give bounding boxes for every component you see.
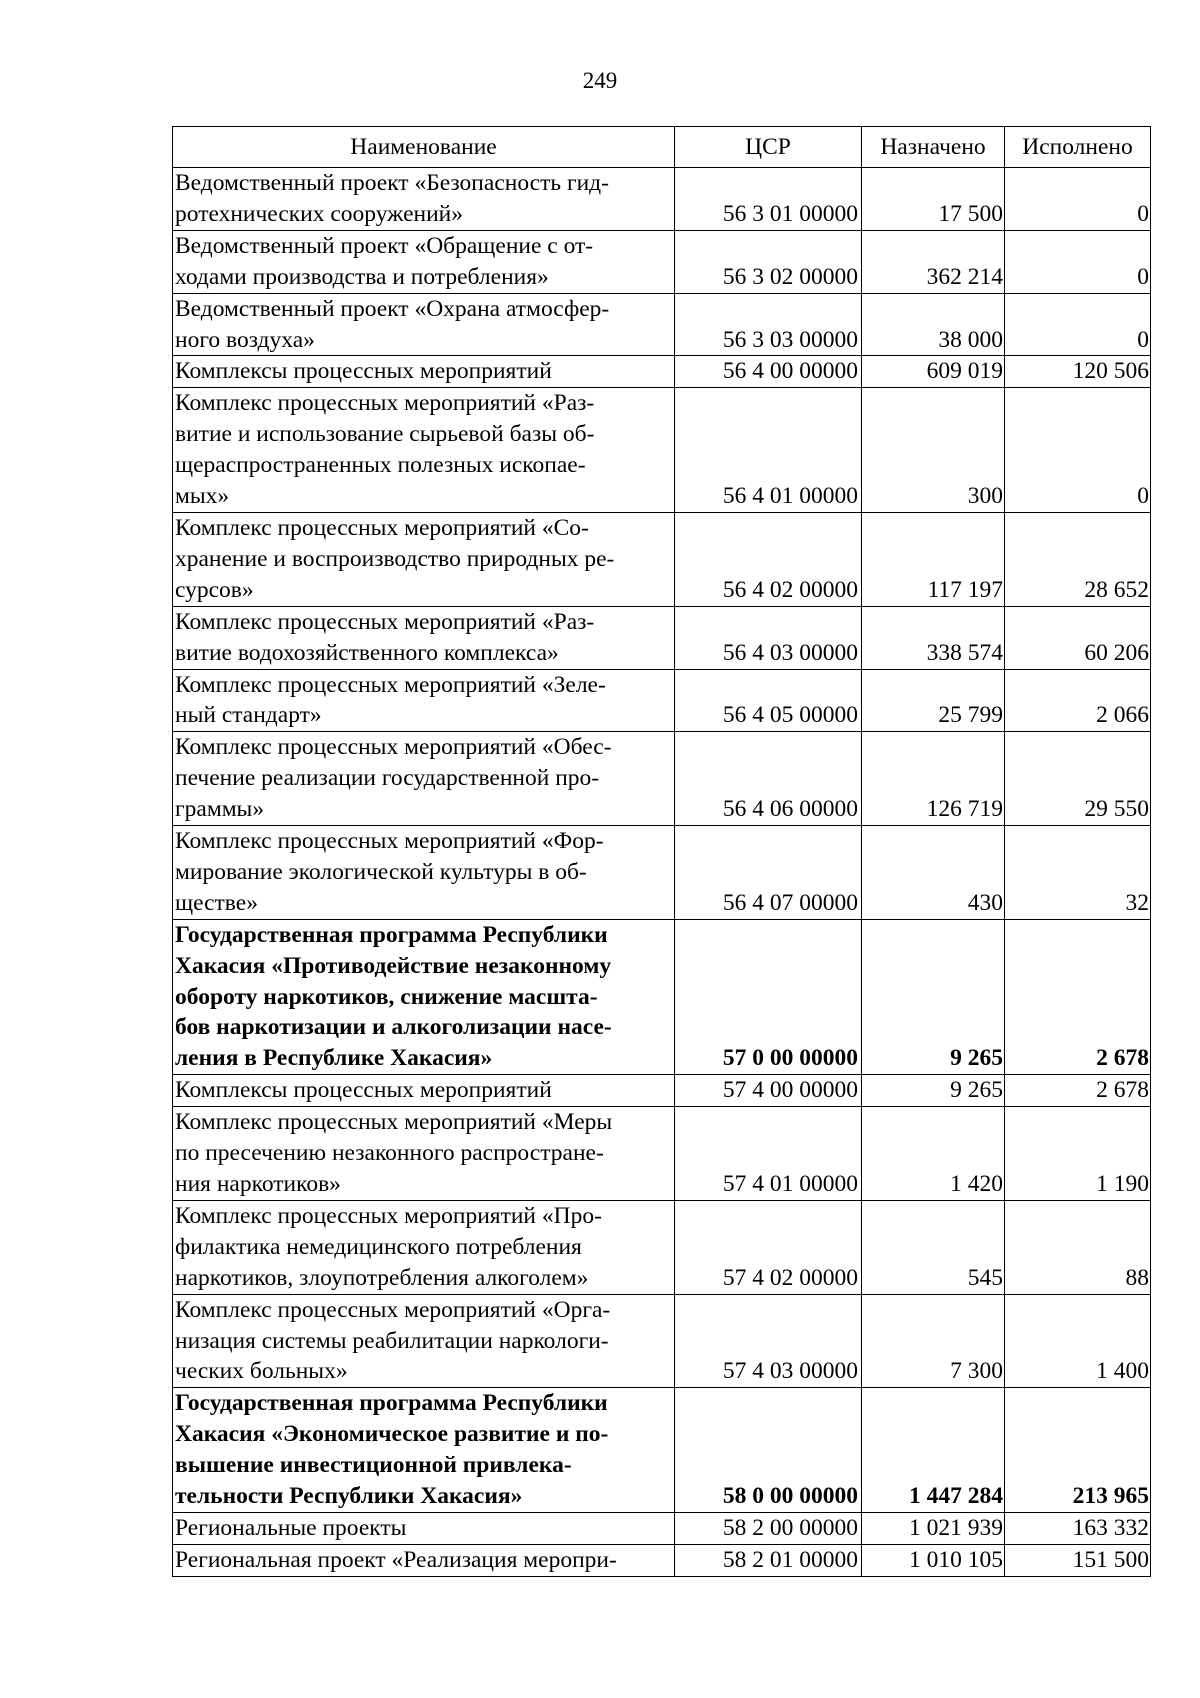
row-executed: 2 678: [1005, 1075, 1151, 1107]
row-csr: 57 4 02 00000: [675, 1200, 862, 1294]
row-name: [173, 1544, 675, 1576]
row-name-line: Комплекс процессных мероприятий «Меры: [175, 1109, 613, 1136]
row-name-line: Ведомственный проект «Обращение с от-: [175, 232, 594, 259]
row-name-line: Комплекс процессных мероприятий «Со-: [175, 514, 589, 541]
row-assigned: 545: [862, 1200, 1005, 1294]
table-row: [173, 606, 1151, 669]
row-csr: 57 0 00 00000: [675, 919, 862, 1075]
row-name-line: Комплекс процессных мероприятий «Орга-: [175, 1296, 611, 1323]
table-row: [173, 1294, 1151, 1388]
table-row: [173, 732, 1151, 826]
row-assigned: 117 197: [862, 512, 1005, 606]
row-assigned: 1 021 939: [862, 1512, 1005, 1544]
row-assigned: 7 300: [862, 1294, 1005, 1388]
row-csr: 56 4 06 00000: [675, 732, 862, 826]
row-name-line: мых»: [175, 483, 230, 510]
header-row: [173, 127, 1151, 168]
row-name: [173, 1075, 675, 1107]
row-name-line: вышение инвестиционной привлека-: [175, 1452, 572, 1479]
table-row: [173, 669, 1151, 732]
table-row: [173, 1107, 1151, 1201]
row-name-line: Комплекс процессных мероприятий «Раз-: [175, 608, 595, 635]
row-executed: 32: [1005, 826, 1151, 920]
row-executed: 213 965: [1005, 1388, 1151, 1513]
row-name-line: сурсов»: [175, 576, 254, 603]
row-executed: 28 652: [1005, 512, 1151, 606]
row-assigned: 609 019: [862, 356, 1005, 388]
row-name-line: Комплекс процессных мероприятий «Раз-: [175, 390, 595, 417]
row-name-line: Хакасия «Экономическое развитие и по-: [175, 1421, 609, 1448]
row-name-line: бов наркотизации и алкоголизации насе-: [175, 1014, 612, 1041]
row-name-line: ления в Республике Хакасия»: [175, 1045, 493, 1072]
row-name: [173, 606, 675, 669]
row-name-line: ного воздуха»: [175, 326, 315, 353]
table-row: [173, 1544, 1151, 1576]
row-name-line: Комплекс процессных мероприятий «Зеле-: [175, 671, 606, 698]
row-assigned: 362 214: [862, 230, 1005, 293]
row-assigned: 126 719: [862, 732, 1005, 826]
row-name: [173, 732, 675, 826]
row-executed: 0: [1005, 230, 1151, 293]
row-name: [173, 1512, 675, 1544]
row-assigned: 17 500: [862, 168, 1005, 231]
row-assigned: 9 265: [862, 1075, 1005, 1107]
row-name-line: по пресечению незаконного распростране-: [175, 1140, 604, 1167]
row-name: [173, 1200, 675, 1294]
row-name-line: ходами производства и потребления»: [175, 263, 549, 290]
row-csr: 56 4 07 00000: [675, 826, 862, 920]
row-name-line: Ведомственный проект «Безопасность гид-: [175, 170, 609, 196]
table-row: [173, 826, 1151, 920]
row-name-line: граммы»: [175, 796, 265, 823]
row-executed: 0: [1005, 388, 1151, 513]
row-assigned: 430: [862, 826, 1005, 920]
row-name-line: наркотиков, злоупотребления алкоголем»: [175, 1264, 589, 1291]
row-executed: 1 190: [1005, 1107, 1151, 1201]
row-name-line: ществе»: [175, 889, 258, 916]
row-assigned: 300: [862, 388, 1005, 513]
row-assigned: 1 447 284: [862, 1388, 1005, 1513]
row-csr: 56 3 03 00000: [675, 293, 862, 356]
header-assigned: Назначено: [862, 127, 1005, 168]
table-header: [173, 127, 1151, 168]
row-name-line: Комплекс процессных мероприятий «Обес-: [175, 734, 612, 761]
row-csr: 56 4 03 00000: [675, 606, 862, 669]
row-name-line: тельности Республики Хакасия»: [175, 1483, 523, 1510]
page-number: 249: [582, 68, 618, 93]
row-name-line: мирование экологической культуры в об-: [175, 858, 587, 885]
row-name-line: витие и использование сырьевой базы об-: [175, 421, 595, 448]
row-name-line: Комплекс процессных мероприятий «Фор-: [175, 828, 604, 855]
row-executed: 0: [1005, 293, 1151, 356]
row-name-line: Региональная проект «Реализация меропри-: [175, 1546, 617, 1573]
row-name-line: ротехнических сооружений»: [175, 200, 464, 227]
row-csr: 58 2 00 00000: [675, 1512, 862, 1544]
row-name-line: ческих больных»: [175, 1358, 348, 1385]
row-csr: 56 4 02 00000: [675, 512, 862, 606]
row-name: [173, 388, 675, 513]
row-name-line: ный стандарт»: [175, 702, 322, 729]
table-row: [173, 1075, 1151, 1107]
row-name: [173, 356, 675, 388]
table-row: [173, 356, 1151, 388]
table-row: [173, 293, 1151, 356]
row-name-line: печение реализации государственной про-: [175, 765, 600, 792]
row-name-line: Хакасия «Противодействие незаконному: [175, 952, 612, 979]
row-executed: 163 332: [1005, 1512, 1151, 1544]
row-name-line: филактика немедицинского потребления: [175, 1233, 582, 1260]
row-name-line: хранение и воспроизводство природных ре-: [175, 545, 615, 572]
row-name: [173, 1388, 675, 1513]
row-name: [173, 230, 675, 293]
row-assigned: 1 010 105: [862, 1544, 1005, 1576]
row-name: [173, 168, 675, 231]
row-name: [173, 669, 675, 732]
row-csr: 56 4 00 00000: [675, 356, 862, 388]
table-row: [173, 388, 1151, 513]
row-name-line: Комплексы процессных мероприятий: [175, 358, 552, 385]
table-body: [173, 168, 1151, 1577]
row-csr: 57 4 00 00000: [675, 1075, 862, 1107]
row-name: [173, 293, 675, 356]
row-csr: 56 4 01 00000: [675, 388, 862, 513]
budget-table: [172, 126, 1151, 1577]
row-executed: 151 500: [1005, 1544, 1151, 1576]
row-executed: 120 506: [1005, 356, 1151, 388]
table-row: [173, 1388, 1151, 1513]
header-name: Наименование: [173, 127, 675, 168]
row-assigned: 9 265: [862, 919, 1005, 1075]
row-name-line: Региональные проекты: [175, 1514, 407, 1541]
table-row: [173, 230, 1151, 293]
row-csr: 58 2 01 00000: [675, 1544, 862, 1576]
table-row: [173, 919, 1151, 1075]
row-executed: 29 550: [1005, 732, 1151, 826]
row-name-line: витие водохозяйственного комплекса»: [175, 639, 559, 666]
header-executed: Исполнено: [1005, 127, 1151, 168]
row-name-line: низация системы реабилитации наркологи-: [175, 1327, 609, 1354]
row-name: [173, 919, 675, 1075]
row-name: [173, 1294, 675, 1388]
table-row: [173, 1200, 1151, 1294]
row-name-line: щераспространенных полезных ископае-: [175, 452, 586, 479]
row-executed: 60 206: [1005, 606, 1151, 669]
row-name: [173, 1107, 675, 1201]
row-assigned: 25 799: [862, 669, 1005, 732]
row-name: [173, 826, 675, 920]
row-executed: 2 066: [1005, 669, 1151, 732]
row-csr: 56 3 01 00000: [675, 168, 862, 231]
row-csr: 56 4 05 00000: [675, 669, 862, 732]
table-row: [173, 1512, 1151, 1544]
row-name-line: Государственная программа Республики: [175, 921, 608, 948]
row-csr: 57 4 03 00000: [675, 1294, 862, 1388]
header-csr: ЦСР: [675, 127, 862, 168]
row-name-line: ния наркотиков»: [175, 1171, 341, 1197]
row-name-line: Комплекс процессных мероприятий «Про-: [175, 1202, 602, 1229]
row-name-line: Комплексы процессных мероприятий: [175, 1077, 552, 1104]
row-executed: 1 400: [1005, 1294, 1151, 1388]
row-name-line: обороту наркотиков, снижение масшта-: [175, 983, 598, 1010]
row-name: [173, 512, 675, 606]
row-csr: 56 3 02 00000: [675, 230, 862, 293]
table-row: [173, 168, 1151, 231]
row-executed: 88: [1005, 1200, 1151, 1294]
row-assigned: 338 574: [862, 606, 1005, 669]
table-row: [173, 512, 1151, 606]
row-csr: 58 0 00 00000: [675, 1388, 862, 1513]
row-name-line: Ведомственный проект «Охрана атмосфер-: [175, 295, 610, 322]
row-assigned: 38 000: [862, 293, 1005, 356]
row-assigned: 1 420: [862, 1107, 1005, 1201]
row-executed: 0: [1005, 168, 1151, 231]
row-name-line: Государственная программа Республики: [175, 1390, 608, 1417]
row-csr: 57 4 01 00000: [675, 1107, 862, 1201]
row-executed: 2 678: [1005, 919, 1151, 1075]
